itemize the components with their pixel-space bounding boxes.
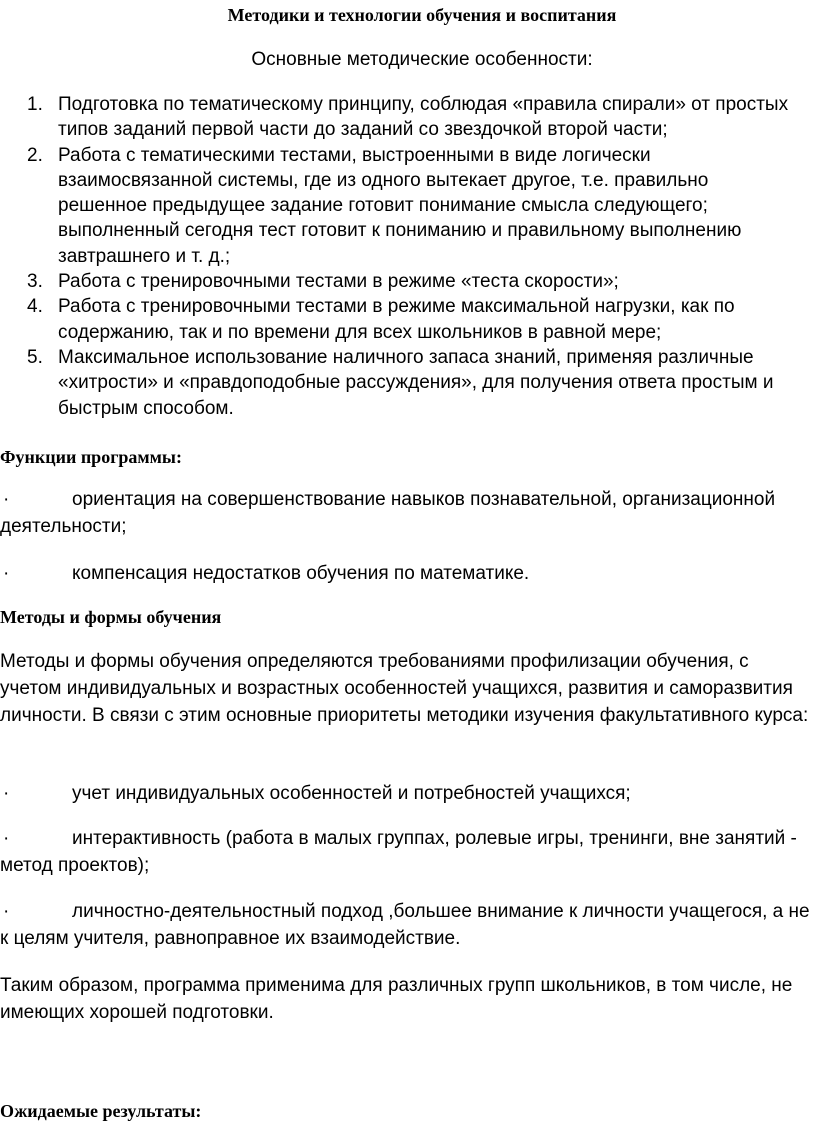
document-title: Методики и технологии обучения и воспитания: [227, 5, 617, 25]
list-item-text: Работа с тренировочными тестами в режиме «теста скорости»;: [58, 271, 619, 293]
bullet-dot: ·: [3, 901, 10, 922]
bullet-item: [0, 898, 810, 952]
list-item: [0, 92, 816, 143]
bullet-dot: ·: [3, 563, 10, 584]
bullet-text: ориентация на совершенствование навыков познавательной, организационной деятельности;: [0, 489, 776, 537]
bullet-text: компенсация недостатков обучения по математике.: [72, 563, 530, 584]
list-item-text: Работа с тренировочными тестами в режиме максимальной нагрузки, как по содержанию, так и по времени для всех школьников в равной мере;: [58, 296, 735, 343]
methodical-features-list: [0, 92, 816, 421]
bullet-dot: ·: [3, 783, 10, 804]
list-item-text: Работа с тематическими тестами, выстроенными в виде логически взаимосвязанной системы, где из одного вытекает другое, т.е. правильно решенное предыдущее задание готовит понимание смысла следующего; выполненный сегодня тест готовит к пониманию и правильному выполнению завтрашнего и т. д.;: [58, 144, 742, 267]
bullet-dot: ·: [3, 489, 10, 510]
functions-heading: Функции программы:: [0, 447, 182, 467]
list-item-text: Подготовка по тематическому принципу, соблюдая «правила спирали» от простых типов заданий первой части до заданий со звездочкой второй части;: [58, 94, 789, 141]
bullet-item: [0, 560, 810, 587]
list-item-text: Максимальное использование наличного запаса знаний, применяя различные «хитрости» и «правдоподобные рассуждения», для получения ответа простым и быстрым способом.: [58, 346, 774, 419]
list-item-number: 1.: [27, 94, 43, 115]
bullet-text: интерактивность (работа в малых группах, ролевые игры, тренинги, вне занятий - метод проектов);: [0, 828, 797, 876]
conclusion-paragraph: Таким образом, программа применима для различных групп школьников, в том числе, не имеющих хорошей подготовки.: [0, 975, 793, 1023]
bullet-item: [0, 825, 810, 879]
bullet-text: учет индивидуальных особенностей и потребностей учащихся;: [72, 783, 631, 804]
list-item: [0, 345, 816, 421]
bullet-item: [0, 486, 810, 540]
list-item: [0, 294, 816, 345]
bullet-dot: ·: [3, 828, 10, 849]
list-item-number: 5.: [27, 346, 43, 368]
methods-heading: Методы и формы обучения: [0, 607, 222, 627]
results-heading: Ожидаемые результаты:: [0, 1101, 202, 1121]
bullet-item: [0, 780, 810, 807]
list-item-number: 4.: [27, 296, 43, 318]
list-item-number: 2.: [27, 144, 43, 166]
list-item: [0, 269, 816, 294]
list-item: [0, 143, 816, 269]
methods-intro-paragraph: Методы и формы обучения определяются требованиями профилизации обучения, с учетом индивидуальных и возрастных особенностей учащихся, развития и саморазвития личности. В связи с этим основные приоритеты методики изучения факультативного курса:: [0, 651, 809, 726]
section-subtitle: Основные методические особенности:: [251, 49, 593, 70]
list-item-number: 3.: [27, 271, 43, 293]
bullet-text: личностно-деятельностный подход ,большее внимание к личности учащегося, а не к целям учителя, равноправное их взаимодействие.: [0, 901, 810, 949]
